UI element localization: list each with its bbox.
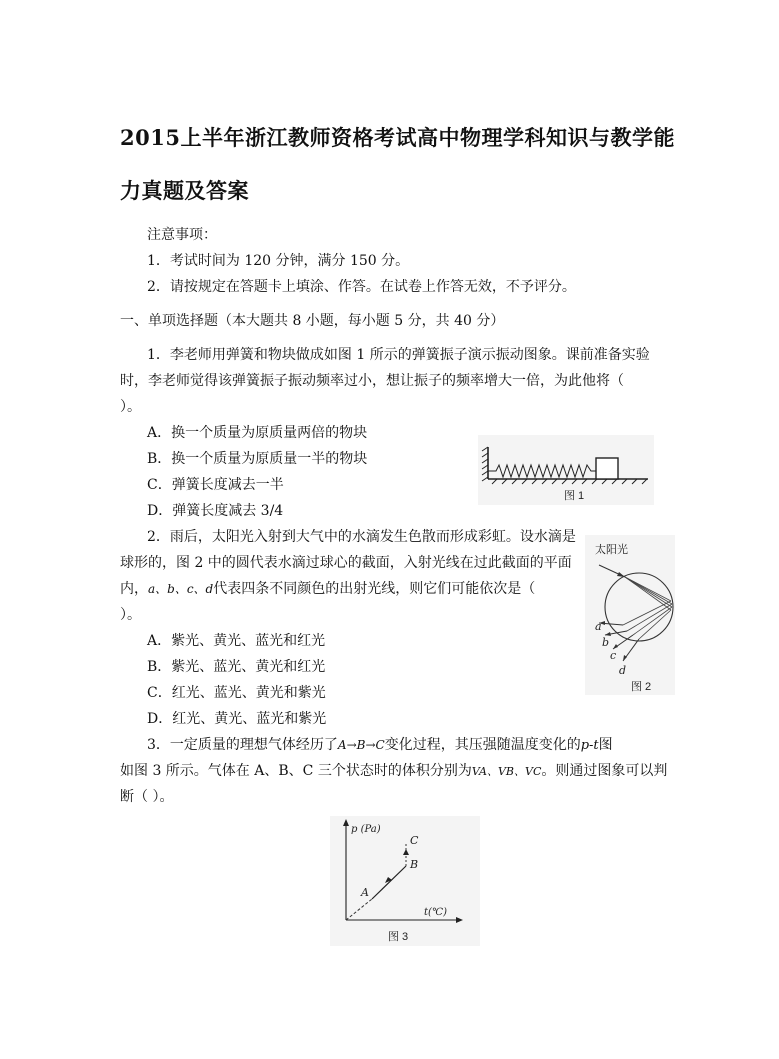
q2-option-d: D．红光、黄光、蓝光和紫光: [147, 711, 327, 727]
q2-option-c: C．红光、蓝光、黄光和紫光: [147, 685, 326, 701]
q2-line-3-post: 代表四条不同颜色的出射光线，则它们可能依次是（: [213, 581, 536, 597]
q2-line-3: [120, 580, 535, 598]
figure-2-ray-c: c: [610, 649, 617, 662]
q3-line-1-post: 图: [598, 737, 613, 753]
figure-1-caption: 图 1: [564, 490, 585, 502]
q1-option-b: B．换一个质量为原质量一半的物块: [147, 451, 368, 467]
q1-option-c: C．弹簧长度减去一半: [147, 477, 284, 493]
q2-line-2: 球形的，图 2 中的圆代表水滴过球心的截面，入射光线在过此截面的平面: [120, 555, 572, 571]
q3-line-3: 断（ ）。: [120, 789, 174, 805]
q2-line-3-vars: a、b、c、d: [148, 582, 214, 596]
figure-2-ray-b: b: [602, 636, 610, 649]
q2-option-a: A．紫光、黄光、蓝光和红光: [147, 633, 326, 649]
q2-line-4: ）。: [120, 607, 141, 623]
q1-line-3: ）。: [120, 399, 141, 415]
q3-volumes: VA、VB、VC: [471, 765, 542, 778]
q3-line-1-mid: 变化过程，其压强随温度变化的: [384, 737, 581, 753]
q1-line-1: 1．李老师用弹簧和物块做成如图 1 所示的弹簧振子演示振动图象。课前准备实验: [147, 347, 650, 363]
q1-line-2: 时，李老师觉得该弹簧振子振动频率过小，想让振子的频率增大一倍，为此他将（: [120, 373, 624, 389]
doc-title-line2: 力真题及答案: [120, 178, 249, 203]
figure-1-spring-oscillator: [478, 435, 654, 505]
q3-line-2: [120, 762, 667, 781]
figure-3-caption: 图 3: [388, 931, 409, 943]
q3-line-1-pre: 3．一定质量的理想气体经历了: [147, 737, 338, 753]
q3-line-2-pre: 如图 3 所示。气体在 A、B、C 三个状态时的体积分别为: [120, 763, 472, 779]
section-heading: 一、单项选择题（本大题共 8 小题，每小题 5 分，共 40 分）: [120, 313, 505, 329]
q3-process: A→B→C: [337, 738, 385, 752]
notice-item-2: 2．请按规定在答题卡上填涂、作答。在试卷上作答无效，不予评分。: [147, 279, 576, 295]
figure-3-x-label: t(℃): [424, 907, 448, 918]
q2-option-b: B．紫光、蓝光、黄光和红光: [147, 659, 326, 675]
q3-line-2-post: 。则通过图象可以判: [541, 763, 668, 779]
q3-pt: p-t: [580, 738, 599, 753]
figure-2-sun-label: 太阳光: [595, 543, 628, 556]
q1-option-a: A．换一个质量为原质量两倍的物块: [147, 425, 368, 441]
q3-line-1: [147, 736, 613, 755]
q2-line-1: 2．雨后，太阳光入射到大气中的水滴发生色散而形成彩虹。设水滴是: [147, 529, 576, 545]
notice-item-1: 1．考试时间为 120 分钟，满分 150 分。: [147, 253, 410, 269]
doc-title-line1: 2015上半年浙江教师资格考试高中物理学科知识与教学能: [120, 125, 675, 150]
figure-2-caption: 图 2: [631, 681, 652, 693]
figure-2-water-droplet: [585, 535, 675, 695]
figure-3-point-a: A: [361, 886, 369, 899]
figure-3-point-c: C: [410, 834, 419, 847]
q2-line-3-pre: 内，: [120, 581, 148, 597]
figure-3-p-t-graph: [330, 816, 480, 946]
figure-2-ray-d: d: [619, 664, 627, 677]
figure-3-point-b: B: [410, 858, 419, 871]
figure-2-ray-a: a: [595, 620, 602, 633]
q1-option-d: D．弹簧长度减去 3/4: [147, 503, 284, 519]
figure-3-y-label: p (Pa): [351, 824, 381, 835]
notice-heading: 注意事项：: [147, 227, 217, 243]
